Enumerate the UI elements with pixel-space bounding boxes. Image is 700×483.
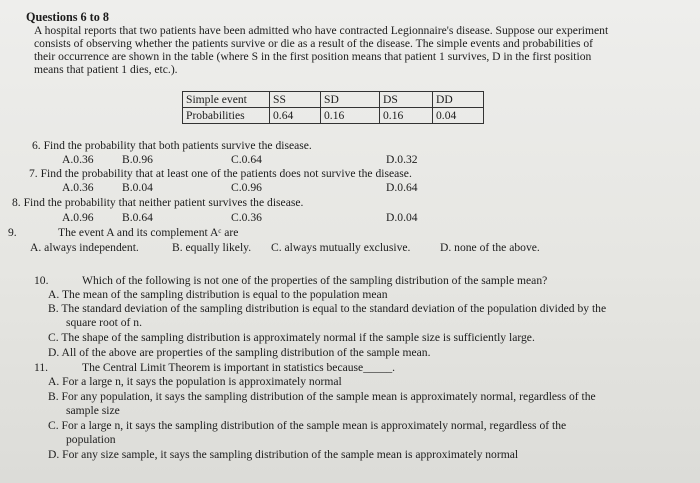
question-text: Find the probability that both patients survive the disease. — [43, 139, 312, 152]
table-row — [183, 92, 484, 108]
option-b-continued: square root of n. — [66, 316, 142, 329]
option-c[interactable]: C. always mutually exclusive. — [271, 241, 411, 254]
question-8 — [12, 196, 303, 209]
question-6 — [32, 139, 312, 152]
option-b[interactable]: B. The standard deviation of the sampling distribution is equal to the standard deviation of the population divided by the — [48, 302, 607, 315]
option-b[interactable]: B.0.04 — [122, 181, 153, 194]
question-number: 9. — [8, 226, 17, 239]
option-d[interactable]: D.0.04 — [386, 211, 418, 224]
event-cell: SS — [270, 92, 321, 108]
question-9-text: The event A and its complement Aᶜ are — [58, 226, 239, 239]
option-b-continued: sample size — [66, 404, 120, 417]
option-c[interactable]: C.0.96 — [231, 181, 262, 194]
option-c-continued: population — [66, 433, 116, 446]
event-cell: DD — [433, 92, 484, 108]
option-a[interactable]: A.0.36 — [62, 153, 94, 166]
option-d[interactable]: D.0.64 — [386, 181, 418, 194]
intro-line-2: consists of observing whether the patients survive or die as a result of the disease. The simple events and probabilities of — [34, 37, 594, 50]
option-d[interactable]: D.0.32 — [386, 153, 418, 166]
question-number: 8. — [12, 196, 21, 209]
intro-line-4: means that patient 1 dies, etc.). — [34, 63, 178, 76]
option-b[interactable]: B.0.64 — [122, 211, 153, 224]
intro-line-3: their occurrence are shown in the table (where S in the first position means that patient 1 survives, D in the first position — [34, 50, 592, 63]
table-row — [183, 108, 484, 124]
option-a[interactable]: A. For a large n, it says the population is approximately normal — [48, 375, 342, 388]
question-11-text: The Central Limit Theorem is important in statistics because_____. — [82, 361, 396, 374]
option-b[interactable]: B. equally likely. — [172, 241, 252, 254]
question-7 — [29, 167, 412, 180]
option-d[interactable]: D. For any size sample, it says the sampling distribution of the sample mean is approximately normal — [48, 448, 519, 461]
question-11-number: 11. — [34, 361, 49, 374]
option-a[interactable]: A. The mean of the sampling distribution is equal to the population mean — [48, 288, 388, 301]
row-header-probabilities: Probabilities — [183, 108, 270, 124]
probability-table — [182, 91, 484, 124]
option-c[interactable]: C. The shape of the sampling distribution is approximately normal if the sample size is sufficiently large. — [48, 331, 535, 344]
question-10-text: Which of the following is not one of the properties of the sampling distribution of the sample mean? — [82, 274, 548, 287]
question-10-number: 10. — [34, 274, 49, 287]
option-a[interactable]: A.0.36 — [62, 181, 94, 194]
option-c[interactable]: C.0.64 — [231, 153, 262, 166]
question-text: Find the probability that neither patient survives the disease. — [23, 196, 304, 209]
probability-cell: 0.04 — [433, 108, 484, 124]
section-heading: Questions 6 to 8 — [26, 10, 109, 24]
question-9 — [8, 226, 17, 239]
option-b[interactable]: B.0.96 — [122, 153, 153, 166]
probability-cell: 0.16 — [321, 108, 380, 124]
event-cell: SD — [321, 92, 380, 108]
option-d[interactable]: D. All of the above are properties of the sampling distribution of the sample mean. — [48, 346, 431, 359]
option-b[interactable]: B. For any population, it says the sampling distribution of the sample mean is approximately normal, regardless of the — [48, 390, 596, 403]
option-c[interactable]: C.0.36 — [231, 211, 262, 224]
event-cell: DS — [380, 92, 433, 108]
question-number: 7. — [29, 167, 38, 180]
intro-line-1: A hospital reports that two patients have been admitted who have contracted Legionnaire's disease. Suppose our experiment — [34, 24, 609, 37]
probability-cell: 0.64 — [270, 108, 321, 124]
question-text: Find the probability that at least one of the patients does not survive the disease. — [40, 167, 412, 180]
question-number: 6. — [32, 139, 41, 152]
probability-cell: 0.16 — [380, 108, 433, 124]
row-header-simple-event: Simple event — [183, 92, 270, 108]
option-c[interactable]: C. For a large n, it says the sampling distribution of the sample mean is approximately normal, regardless of the — [48, 419, 567, 432]
option-a[interactable]: A.0.96 — [62, 211, 94, 224]
option-a[interactable]: A. always independent. — [30, 241, 139, 254]
option-d[interactable]: D. none of the above. — [440, 241, 540, 254]
